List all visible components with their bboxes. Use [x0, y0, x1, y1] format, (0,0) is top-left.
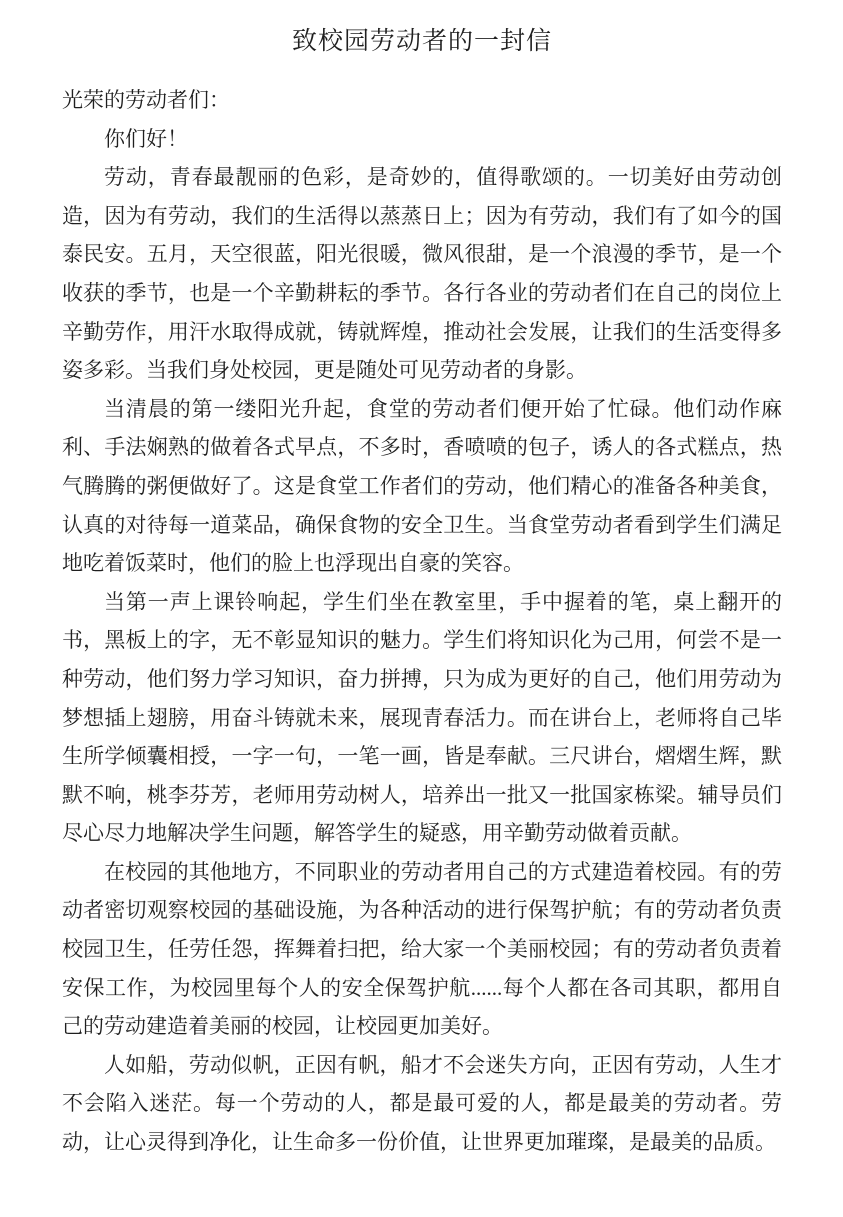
paragraph-canteen-workers: 当清晨的第一缕阳光升起，食堂的劳动者们便开始了忙碌。他们动作麻利、手法娴熟的做着各式早点，不多时，香喷喷的包子，诱人的各式糕点，热气腾腾的粥便做好了。这是食堂工作者们的劳动，他们精心的准备各种美食，认真的对待每一道菜品，确保食物的安全卫生。当食堂劳动者看到学生们满足地吃着饭菜时，他们的脸上也浮现出自豪的笑容。	[62, 396, 782, 576]
paragraph-labor-praise: 劳动，青春最靓丽的色彩，是奇妙的，值得歌颂的。一切美好由劳动创造，因为有劳动，我们的生活得以蒸蒸日上；因为有劳动，我们有了如今的国泰民安。五月，天空很蓝，阳光很暖，微风很甜，是一个浪漫的季节，是一个收获的季节，也是一个辛勤耕耘的季节。各行各业的劳动者们在自己的岗位上辛勤劳作，用汗水取得成就，铸就辉煌，推动社会发展，让我们的生活变得多姿多彩。当我们身处校园，更是随处可见劳动者的身影。	[62, 165, 782, 383]
document-title: 致校园劳动者的一封信	[291, 28, 552, 55]
greeting-line: 你们好！	[104, 126, 188, 151]
paragraph-closing-metaphor: 人如船，劳动似帆，正因有帆，船才不会迷失方向，正因有劳动，人生才不会陷入迷茫。每一个劳动的人，都是最可爱的人，都是最美的劳动者。劳动，让心灵得到净化，让生命多一份价值，让世界更加璀璨，是最美的品质。	[62, 1052, 782, 1155]
salutation-line: 光荣的劳动者们：	[62, 88, 230, 112]
paragraph-students-teachers: 当第一声上课铃响起，学生们坐在教室里，手中握着的笔，桌上翻开的书，黑板上的字，无不彰显知识的魅力。学生们将知识化为己用，何尝不是一种劳动，他们努力学习知识，奋力拼搏，只为成为更好的自己，他们用劳动为梦想插上翅膀，用奋斗铸就未来，展现青春活力。而在讲台上，老师将自己毕生所学倾囊相授，一字一句，一笔一画，皆是奉献。三尺讲台，熠熠生辉，默默不响，桃李芬芳，老师用劳动树人，培养出一批又一批国家栋梁。辅导员们尽心尽力地解决学生问题，解答学生的疑惑，用辛勤劳动做着贡献。	[62, 589, 782, 846]
paragraph-other-campus-workers: 在校园的其他地方，不同职业的劳动者用自己的方式建造着校园。有的劳动者密切观察校园的基础设施，为各种活动的进行保驾护航；有的劳动者负责校园卫生，任劳任怨，挥舞着扫把，给大家一个美丽校园；有的劳动者负责着安保工作，为校园里每个人的安全保驾护航......每个人都在各司其职，都用自己的劳动建造着美丽的校园，让校园更加美好。	[62, 859, 782, 1039]
